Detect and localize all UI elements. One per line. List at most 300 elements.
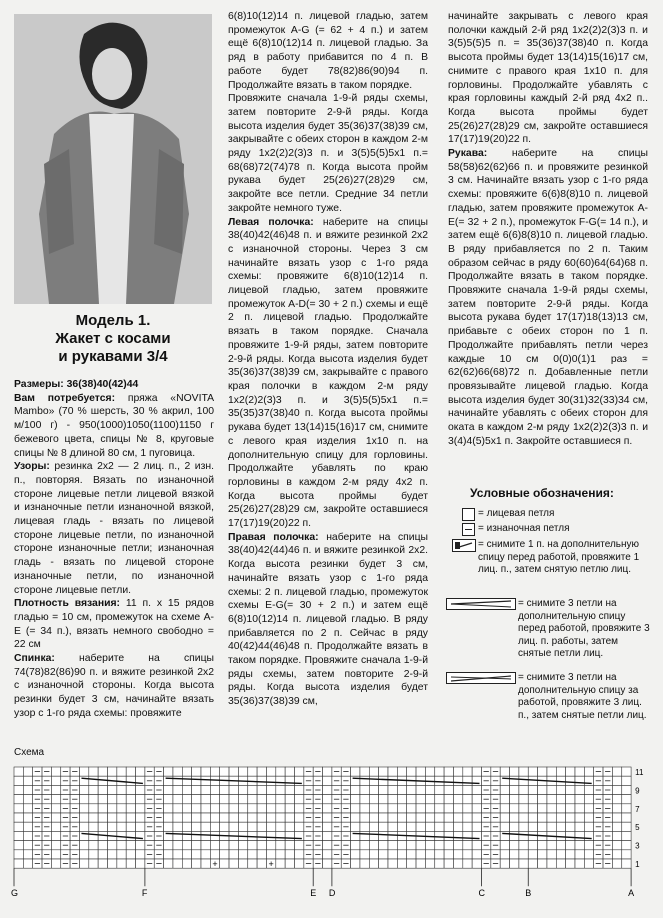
knit-stitch-symbol-icon	[462, 508, 475, 521]
chart-cell	[257, 785, 266, 794]
chart-cell	[173, 822, 182, 831]
chart-cell	[463, 776, 472, 785]
chart-cell	[173, 813, 182, 822]
chart-cell	[136, 859, 145, 868]
chart-cell	[266, 785, 275, 794]
chart-cell	[510, 850, 519, 859]
row-number: 11	[635, 768, 644, 777]
chart-cell	[547, 841, 556, 850]
model-title-line-2: Жакет с косами	[55, 330, 171, 347]
chart-cell	[519, 767, 528, 776]
chart-cell	[612, 776, 621, 785]
chart-cell	[556, 767, 565, 776]
column-1	[14, 378, 214, 721]
chart-cell	[463, 804, 472, 813]
chart-cell	[285, 795, 294, 804]
chart-cell	[612, 859, 621, 868]
chart-cell	[79, 804, 88, 813]
chart-cell	[435, 804, 444, 813]
chart-cell	[612, 795, 621, 804]
chart-cell	[295, 785, 304, 794]
chart-cell	[388, 795, 397, 804]
chart-cell	[51, 813, 60, 822]
chart-cell	[416, 804, 425, 813]
chart-cell	[182, 785, 191, 794]
chart-cell	[323, 813, 332, 822]
chart-cell	[369, 831, 378, 840]
chart-cell	[453, 822, 462, 831]
chart-cell	[201, 859, 210, 868]
chart-cell	[444, 804, 453, 813]
chart-cell	[510, 822, 519, 831]
chart-cell	[584, 785, 593, 794]
chart-cell	[463, 813, 472, 822]
chart-cell	[622, 822, 631, 831]
chart-cell	[89, 841, 98, 850]
chart-cell	[566, 859, 575, 868]
right-front-continued: начинайте закрывать с левого края полочки каждый 2-й ряд 1х2(2)2(3)3 п. и 3(5)5(5)5 п. = 35(36)37(38)40 п. Когда высота проймы будет 13(14)15(16)17 см, снимите с правого края 1х10 п. для горловины. Продолжайте убавлять с края горловины каждый 2-й ряд 4х2 п.. Когда высота проймы будет 25(26)27(28)29 см, закройте оставшиеся 17(17)19(20)22 п.	[448, 11, 648, 146]
chart-cell	[14, 850, 23, 859]
chart-cell	[108, 795, 117, 804]
chart-cell	[369, 804, 378, 813]
chart-cell	[173, 841, 182, 850]
model-title	[14, 304, 212, 374]
chart-cell	[425, 822, 434, 831]
chart-cell	[575, 841, 584, 850]
chart-cell	[238, 841, 247, 850]
chart-cell	[257, 795, 266, 804]
chart-cell	[612, 841, 621, 850]
chart-cell	[622, 841, 631, 850]
chart-cell	[323, 804, 332, 813]
chart-cell	[379, 841, 388, 850]
chart-cell	[556, 804, 565, 813]
chart-cell	[276, 859, 285, 868]
chart-cell	[136, 822, 145, 831]
chart-cell	[547, 813, 556, 822]
chart-cell	[472, 795, 481, 804]
chart-cell	[126, 850, 135, 859]
chart-cell	[295, 813, 304, 822]
chart-cell	[360, 804, 369, 813]
chart-cell	[14, 822, 23, 831]
chart-cell	[500, 841, 509, 850]
chart-cell	[360, 767, 369, 776]
chart-cell	[210, 841, 219, 850]
chart-cell	[360, 859, 369, 868]
chart-cell	[136, 804, 145, 813]
chart-cell	[173, 795, 182, 804]
chart-cell	[266, 813, 275, 822]
chart-cell	[173, 776, 182, 785]
chart-cell	[98, 795, 107, 804]
chart-cell	[463, 831, 472, 840]
chart-cell	[528, 795, 537, 804]
chart-cell	[388, 785, 397, 794]
chart-cell	[192, 776, 201, 785]
chart-cell	[556, 795, 565, 804]
chart-cell	[351, 831, 360, 840]
chart-cell	[538, 785, 547, 794]
chart-cell	[425, 804, 434, 813]
chart-cell	[519, 776, 528, 785]
chart-cell	[117, 795, 126, 804]
chart-cell	[210, 850, 219, 859]
chart-cell	[538, 767, 547, 776]
chart-cell	[295, 776, 304, 785]
chart-cell	[98, 804, 107, 813]
chart-cell	[425, 850, 434, 859]
chart-cell	[566, 804, 575, 813]
chart-cell	[238, 785, 247, 794]
chart-cell	[276, 822, 285, 831]
chart-cell	[285, 804, 294, 813]
chart-cell	[379, 859, 388, 868]
patterns-label: Узоры:	[14, 461, 50, 473]
chart-cell	[435, 850, 444, 859]
chart-cell	[519, 822, 528, 831]
chart-cell	[323, 831, 332, 840]
chart-cell	[510, 804, 519, 813]
chart-cell	[388, 859, 397, 868]
purl-stitch-symbol-icon	[462, 523, 475, 536]
chart-cell	[285, 785, 294, 794]
chart-cell	[117, 822, 126, 831]
chart-cell	[182, 831, 191, 840]
chart-cell	[164, 841, 173, 850]
chart-cell	[229, 841, 238, 850]
chart-cell	[248, 822, 257, 831]
row-number: 1	[635, 860, 640, 869]
chart-cell	[182, 841, 191, 850]
chart-cell	[369, 776, 378, 785]
chart-cell	[220, 767, 229, 776]
chart-cell	[276, 804, 285, 813]
chart-cell	[14, 859, 23, 868]
chart-cell	[323, 850, 332, 859]
chart-cell	[472, 776, 481, 785]
model-title-line-1: Модель 1.	[75, 312, 151, 329]
chart-cell	[351, 859, 360, 868]
chart-cell	[463, 767, 472, 776]
chart-cell	[472, 850, 481, 859]
chart-cell	[285, 859, 294, 868]
chart-cell	[351, 795, 360, 804]
chart-cell	[397, 822, 406, 831]
chart-cell	[379, 767, 388, 776]
chart-cell	[566, 841, 575, 850]
chart-cell	[453, 776, 462, 785]
chart-cell	[164, 850, 173, 859]
chart-cell	[238, 813, 247, 822]
chart-cell	[612, 850, 621, 859]
chart-letter: B	[525, 888, 532, 899]
chart-cell	[416, 822, 425, 831]
chart-letter: E	[310, 888, 317, 899]
chart-cell	[584, 831, 593, 840]
chart-cell	[192, 831, 201, 840]
chart-cell	[453, 795, 462, 804]
chart-cell	[584, 776, 593, 785]
chart-cell	[51, 831, 60, 840]
chart-cell	[23, 776, 32, 785]
chart-cell	[416, 850, 425, 859]
chart-cell	[14, 776, 23, 785]
chart-cell	[379, 831, 388, 840]
chart-cell	[220, 859, 229, 868]
chart-cell	[51, 850, 60, 859]
chart-cell	[407, 785, 416, 794]
chart-cell	[23, 785, 32, 794]
chart-cell	[519, 785, 528, 794]
chart-cell	[416, 785, 425, 794]
chart-cell	[323, 776, 332, 785]
knitting-chart	[0, 760, 663, 918]
materials-text: пряжа «NOVITA Mambo» (70 % шерсть, 30 % акрил, 100 м/100 г) - 950(1000)1050(1100)1150 г бежевого цвета, спицы № 8, круговые спицы № 8 длиной 80 см, 1 пуговица.	[14, 392, 214, 459]
sizes-value: 36(38)40(42)44	[66, 379, 139, 390]
chart-cell	[164, 776, 173, 785]
chart-cell	[538, 850, 547, 859]
chart-cell	[500, 822, 509, 831]
chart-cell	[472, 767, 481, 776]
chart-cell	[220, 785, 229, 794]
chart-cell	[257, 859, 266, 868]
chart-cell	[379, 776, 388, 785]
chart-cell	[14, 813, 23, 822]
chart-cell	[98, 841, 107, 850]
chart-cell	[556, 785, 565, 794]
row-number: 5	[635, 823, 640, 833]
chart-cell	[351, 822, 360, 831]
chart-cell	[444, 859, 453, 868]
chart-cell	[453, 813, 462, 822]
chart-cell	[528, 804, 537, 813]
increase-mark: +	[268, 859, 274, 869]
chart-cell	[285, 767, 294, 776]
chart-cell	[79, 813, 88, 822]
chart-cell	[51, 776, 60, 785]
chart-cell	[566, 785, 575, 794]
increase-mark: +	[212, 859, 218, 869]
chart-cell	[556, 841, 565, 850]
chart-cell	[622, 795, 631, 804]
chart-cell	[388, 767, 397, 776]
chart-cell	[510, 831, 519, 840]
chart-cell	[192, 850, 201, 859]
chart-cell	[295, 767, 304, 776]
legend-item-knit: = лицевая петля	[478, 508, 555, 519]
chart-cell	[257, 767, 266, 776]
chart-cell	[285, 850, 294, 859]
chart-cell	[575, 767, 584, 776]
chart-cell	[463, 822, 472, 831]
chart-cell	[612, 785, 621, 794]
chart-cell	[369, 795, 378, 804]
chart-cell	[622, 785, 631, 794]
chart-cell	[407, 822, 416, 831]
chart-cell	[379, 822, 388, 831]
chart-cell	[444, 767, 453, 776]
density-label: Плотность вязания:	[14, 598, 121, 610]
chart-cell	[238, 859, 247, 868]
chart-cell	[14, 767, 23, 776]
chart-cell	[444, 795, 453, 804]
chart-cell	[210, 813, 219, 822]
chart-cell	[192, 795, 201, 804]
chart-cell	[238, 822, 247, 831]
chart-cell	[229, 822, 238, 831]
chart-cell	[453, 859, 462, 868]
chart-cell	[472, 813, 481, 822]
chart-cell	[444, 776, 453, 785]
chart-cell	[538, 841, 547, 850]
chart-cell	[164, 813, 173, 822]
chart-cell	[182, 776, 191, 785]
chart-cell	[220, 804, 229, 813]
chart-cell	[584, 822, 593, 831]
chart-cell	[612, 822, 621, 831]
chart-cell	[182, 859, 191, 868]
chart-cell	[566, 831, 575, 840]
chart-cell	[547, 859, 556, 868]
chart-cell	[379, 785, 388, 794]
model-title-line-3: и рукавами 3/4	[58, 348, 168, 365]
chart-cell	[584, 841, 593, 850]
model-photo-illustration	[14, 14, 212, 304]
chart-cell	[98, 859, 107, 868]
chart-cell	[397, 795, 406, 804]
chart-cell	[164, 795, 173, 804]
chart-cell	[472, 804, 481, 813]
chart-cell	[369, 841, 378, 850]
chart-cell	[164, 804, 173, 813]
chart-cell	[164, 785, 173, 794]
chart-cell	[210, 804, 219, 813]
chart-cell	[108, 850, 117, 859]
chart-cell	[201, 831, 210, 840]
chart-cell	[453, 841, 462, 850]
chart-cell	[201, 850, 210, 859]
chart-cell	[126, 804, 135, 813]
chart-cell	[51, 822, 60, 831]
chart-cell	[519, 841, 528, 850]
sizes-label: Размеры:	[14, 379, 64, 390]
chart-cell	[257, 813, 266, 822]
chart-cell	[622, 813, 631, 822]
chart-cell	[266, 804, 275, 813]
chart-cell	[566, 776, 575, 785]
chart-cell	[435, 831, 444, 840]
chart-cell	[407, 859, 416, 868]
chart-cell	[547, 804, 556, 813]
chart-cell	[351, 776, 360, 785]
chart-cell	[323, 859, 332, 868]
chart-cell	[201, 822, 210, 831]
back-text: наберите на спицы 74(78)82(86)90 п. и вяжите резинкой 2х2 с изнаночной стороны. Когда высота резинки будет 3 см, начинайте вязать узор с 1-го ряда схемы: провяжите	[14, 653, 214, 719]
chart-cell	[276, 767, 285, 776]
chart-cell	[276, 841, 285, 850]
chart-cell	[220, 795, 229, 804]
chart-cell	[23, 822, 32, 831]
chart-cell	[136, 831, 145, 840]
chart-cell	[51, 841, 60, 850]
chart-cell	[510, 841, 519, 850]
chart-cell	[360, 813, 369, 822]
chart-cell	[14, 841, 23, 850]
legend-title: Условные обозначения:	[470, 486, 614, 500]
chart-cell	[622, 767, 631, 776]
chart-cell	[51, 804, 60, 813]
row-number: 3	[635, 841, 640, 851]
chart-cell	[89, 767, 98, 776]
chart-cell	[351, 813, 360, 822]
chart-cell	[220, 813, 229, 822]
chart-cell	[164, 822, 173, 831]
chart-cell	[257, 776, 266, 785]
chart-cell	[435, 841, 444, 850]
chart-cell	[407, 795, 416, 804]
chart-cell	[266, 822, 275, 831]
chart-cell	[79, 859, 88, 868]
chart-cell	[500, 785, 509, 794]
chart-cell	[238, 804, 247, 813]
chart-cell	[117, 785, 126, 794]
chart-cell	[538, 822, 547, 831]
chart-cell	[369, 813, 378, 822]
chart-cell	[444, 831, 453, 840]
chart-cell	[136, 767, 145, 776]
back-label: Спинка:	[14, 653, 55, 665]
chart-cell	[444, 850, 453, 859]
chart-cell	[108, 785, 117, 794]
chart-cell	[276, 850, 285, 859]
left-front-label: Левая полочка:	[228, 216, 314, 228]
chart-cell	[369, 767, 378, 776]
chart-cell	[98, 767, 107, 776]
chart-cell	[351, 804, 360, 813]
chart-cell	[425, 795, 434, 804]
materials-label: Вам потребуется:	[14, 392, 116, 404]
chart-cell	[79, 795, 88, 804]
chart-cell	[164, 859, 173, 868]
chart-cell	[266, 831, 275, 840]
chart-cell	[108, 813, 117, 822]
chart-cell	[257, 822, 266, 831]
chart-cell	[14, 804, 23, 813]
chart-cell	[323, 785, 332, 794]
chart-cell	[575, 859, 584, 868]
chart-cell	[248, 795, 257, 804]
chart-cell	[444, 822, 453, 831]
chart-cell	[79, 785, 88, 794]
chart-cell	[117, 767, 126, 776]
chart-cell	[220, 822, 229, 831]
back-continued: 6(8)10(12)14 п. лицевой гладью, затем промежуток A-G (= 62 + 4 п.) и затем ещё 6(8)10(12)14 п. лицевой гладью. За ряд в работу прибавится по 4 п. В работе будет 78(82)86(90)94 п. Продолжайте вязать в таком порядке.	[228, 11, 428, 91]
chart-cell	[472, 822, 481, 831]
chart-cell	[547, 767, 556, 776]
chart-cell	[500, 859, 509, 868]
chart-cell	[98, 850, 107, 859]
chart-cell	[136, 850, 145, 859]
chart-cell	[566, 813, 575, 822]
chart-cell	[416, 813, 425, 822]
chart-cell	[182, 813, 191, 822]
chart-cell	[238, 795, 247, 804]
chart-cell	[201, 841, 210, 850]
chart-cell	[584, 850, 593, 859]
chart-cell	[89, 813, 98, 822]
chart-cell	[388, 822, 397, 831]
